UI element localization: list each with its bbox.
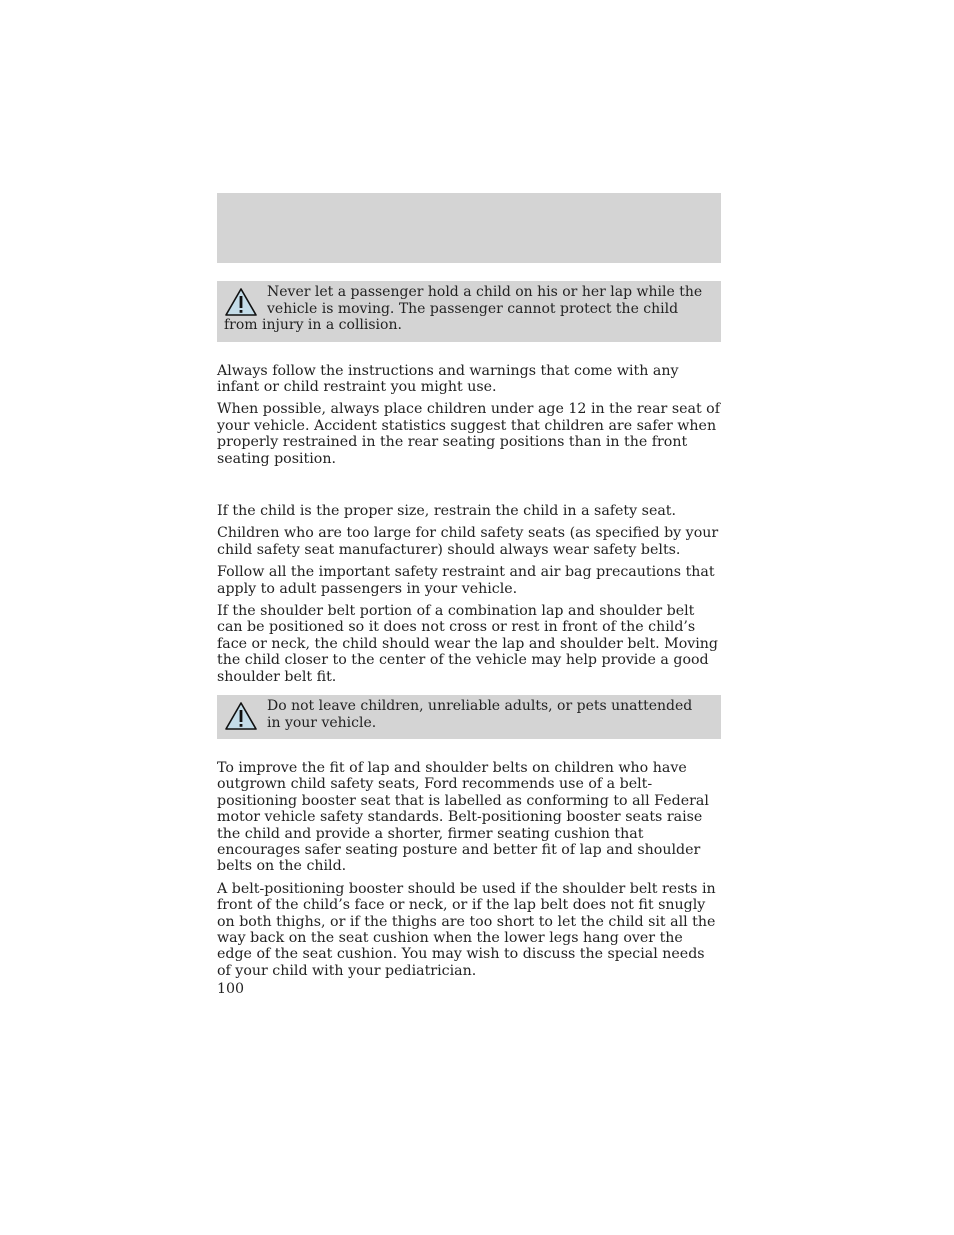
paragraph: If the shoulder belt portion of a combination lap and shoulder belt can be positioned so it does not cross or rest in front of the child’s face or neck, the child should wear the lap and shoulder belt. Moving the child closer to the center of the vehicle may help provide a good shoulder belt fit. [217,602,719,685]
warning-text: Never let a passenger hold a child on his or her lap while the vehicle is moving. The passenger cannot protect the child from injury in a collision. [224,284,703,333]
paragraph: To improve the fit of lap and shoulder belts on children who have outgrown child safety seats, Ford recommends use of a belt-positioning booster seat that is labelled as conforming to all Federal motor vehicle safety standards. Belt-positioning booster seats raise the child and provide a shorter, firmer seating cushion that encourages safer seating posture and better fit of lap and shoulder belts on the child. [217,760,709,875]
paragraph: Always follow the instructions and warnings that come with any infant or child restraint you might use. [217,362,679,395]
paragraph: If the child is the proper size, restrain the child in a safety seat. [217,502,677,519]
warning-triangle-icon [224,701,258,731]
paragraph: Children who are too large for child safety seats (as specified by your child safety seat manufacturer) should always wear safety belts. [217,525,719,558]
paragraph: When possible, always place children under age 12 in the rear seat of your vehicle. Accident statistics suggest that children are safer when properly restrained in the rear seating positions than in the front seating position. [217,401,720,467]
paragraph: Follow all the important safety restraint and air bag precautions that apply to adult passengers in your vehicle. [217,564,715,597]
page-content [217,281,721,979]
paragraph: A belt-positioning booster should be used if the shoulder belt rests in front of the child’s face or neck, or if the lap belt does not fit snugly on both thighs, or if the thighs are too short to let the child sit all the way back on the seat cushion when the lower legs hang over the edge of the seat cushion. You may wish to discuss the special needs of your child with your pediatrician. [217,880,716,979]
warning-text: Do not leave children, unreliable adults, or pets unattended in your vehicle. [267,698,693,731]
warning-box-unattended [217,695,721,739]
warning-triangle-icon [224,287,258,317]
section-header-band [217,193,721,263]
page-number: 100 [217,981,245,997]
warning-box-lap [217,281,721,342]
